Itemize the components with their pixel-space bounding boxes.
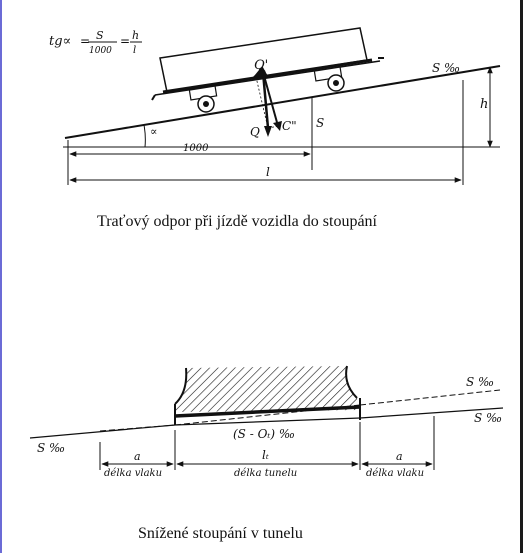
s-upper-right-label: S ‰ [466, 375, 495, 389]
svg-text:=: = [120, 34, 131, 48]
formula-1000: 1000 [89, 46, 112, 56]
reduced-gradient-label: (S - Oₜ) ‰ [233, 427, 295, 441]
delka-tunelu-label: délka tunelu [234, 468, 298, 479]
h-label: h [480, 97, 489, 112]
s-lower-right-label: S ‰ [474, 411, 503, 425]
formula-lhs: tg∝ [49, 34, 72, 49]
a-left-label: a [134, 450, 141, 463]
formula-h: h [132, 29, 140, 42]
svg-text:=: = [80, 34, 91, 48]
s-vertical-label: S [316, 116, 325, 130]
caption-tunnel: Snížené stoupání v tunelu [138, 525, 303, 542]
c-dbl-label: C" [282, 119, 297, 133]
formula-l: l [133, 45, 137, 56]
delka-vlaku-left-label: délka vlaku [104, 468, 163, 479]
delka-vlaku-right-label: délka vlaku [366, 468, 425, 479]
q-label: Q [250, 125, 260, 139]
diagram-incline [49, 28, 500, 185]
q-prime-label: Q' [254, 58, 269, 73]
a-right-label: a [396, 450, 403, 463]
lt-label: lₜ [262, 448, 269, 462]
diagram-tunnel [30, 366, 503, 479]
caption-incline: Traťový odpor při jízdě vozidla do stoupání [97, 213, 377, 230]
gradient-left [30, 425, 175, 438]
tunnel-rock-hatch [175, 366, 360, 412]
dim-l-label: l [266, 165, 270, 179]
formula-s: S [96, 29, 104, 42]
s-permille-label: S ‰ [432, 61, 461, 75]
s-left-label: S ‰ [37, 441, 66, 455]
dim-1000-label: 1000 [183, 143, 209, 154]
alpha-label: ∝ [150, 125, 158, 138]
